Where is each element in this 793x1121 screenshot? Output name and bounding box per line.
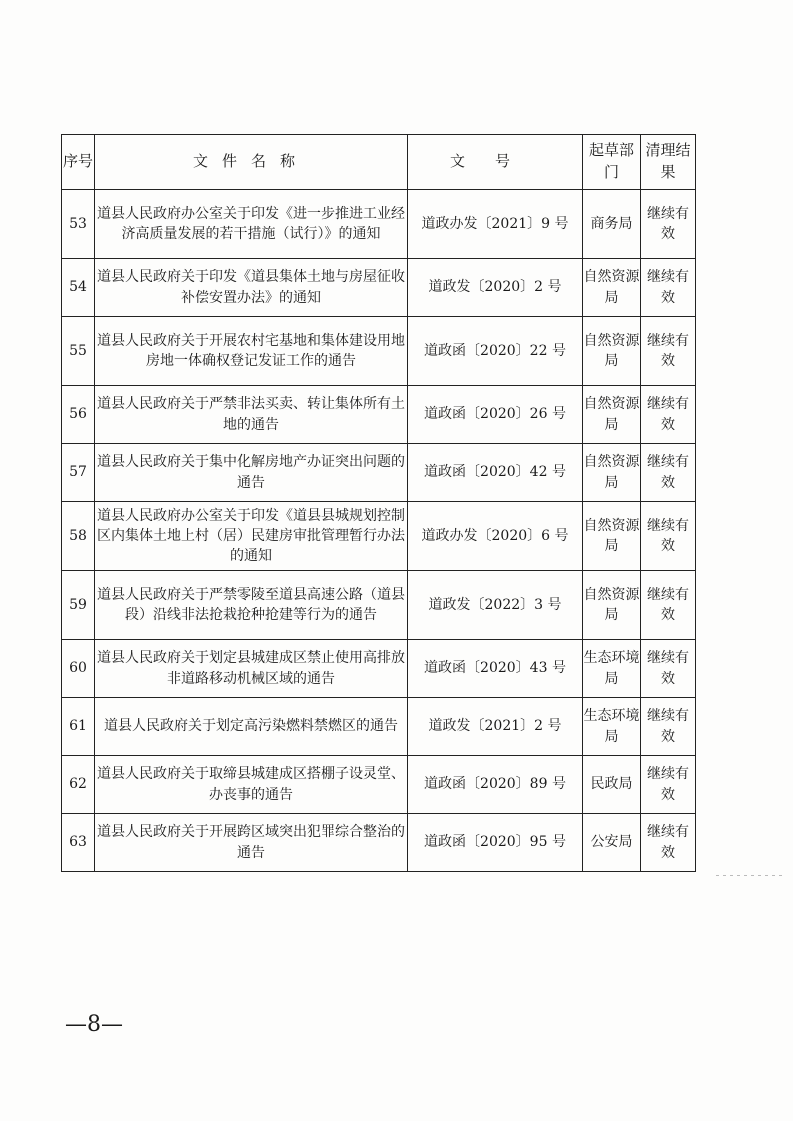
row-name: 道县人民政府关于划定县城建成区禁止使用高排放非道路移动机械区域的通告 bbox=[95, 640, 408, 698]
header-result: 清理结果 bbox=[641, 135, 696, 190]
table-header-row bbox=[62, 135, 696, 190]
row-name: 道县人民政府关于严禁零陵至道县高速公路（道县段）沿线非法抢栽抢种抢建等行为的通告 bbox=[95, 571, 408, 640]
table-row bbox=[62, 502, 696, 571]
row-number: 道政函〔2020〕89 号 bbox=[408, 756, 583, 814]
row-seq: 60 bbox=[62, 640, 95, 698]
row-dept: 公安局 bbox=[583, 814, 641, 872]
row-result: 继续有效 bbox=[641, 571, 696, 640]
header-seq: 序号 bbox=[62, 135, 95, 190]
row-dept: 民政局 bbox=[583, 756, 641, 814]
row-seq: 58 bbox=[62, 502, 95, 571]
row-dept: 自然资源局 bbox=[583, 386, 641, 444]
table-row bbox=[62, 386, 696, 444]
table-row bbox=[62, 444, 696, 502]
row-result: 继续有效 bbox=[641, 814, 696, 872]
row-seq: 63 bbox=[62, 814, 95, 872]
row-result: 继续有效 bbox=[641, 444, 696, 502]
header-name: 文件名称 bbox=[95, 135, 408, 190]
row-seq: 59 bbox=[62, 571, 95, 640]
row-name: 道县人民政府关于开展农村宅基地和集体建设用地房地一体确权登记发证工作的通告 bbox=[95, 317, 408, 386]
row-number: 道政发〔2022〕3 号 bbox=[408, 571, 583, 640]
row-seq: 54 bbox=[62, 259, 95, 317]
row-name: 道县人民政府办公室关于印发《道县县城规划控制区内集体土地上村（居）民建房审批管理暂行办法的通知 bbox=[95, 502, 408, 571]
row-number: 道政函〔2020〕26 号 bbox=[408, 386, 583, 444]
table-row bbox=[62, 190, 696, 259]
page-number: —8— bbox=[65, 1012, 123, 1037]
row-seq: 53 bbox=[62, 190, 95, 259]
row-dept: 生态环境局 bbox=[583, 698, 641, 756]
row-dept: 自然资源局 bbox=[583, 571, 641, 640]
row-result: 继续有效 bbox=[641, 640, 696, 698]
row-dept: 自然资源局 bbox=[583, 502, 641, 571]
row-name: 道县人民政府关于印发《道县集体土地与房屋征收补偿安置办法》的通知 bbox=[95, 259, 408, 317]
row-seq: 57 bbox=[62, 444, 95, 502]
table-row bbox=[62, 814, 696, 872]
row-number: 道政函〔2020〕95 号 bbox=[408, 814, 583, 872]
document-table bbox=[61, 134, 696, 872]
row-result: 继续有效 bbox=[641, 317, 696, 386]
row-name: 道县人民政府关于划定高污染燃料禁燃区的通告 bbox=[95, 698, 408, 756]
row-dept: 生态环境局 bbox=[583, 640, 641, 698]
row-result: 继续有效 bbox=[641, 259, 696, 317]
row-seq: 61 bbox=[62, 698, 95, 756]
row-result: 继续有效 bbox=[641, 502, 696, 571]
row-name: 道县人民政府关于取缔县城建成区搭棚子设灵堂、办丧事的通告 bbox=[95, 756, 408, 814]
row-dept: 自然资源局 bbox=[583, 259, 641, 317]
header-number: 文号 bbox=[408, 135, 583, 190]
row-dept: 商务局 bbox=[583, 190, 641, 259]
row-number: 道政函〔2020〕43 号 bbox=[408, 640, 583, 698]
row-name: 道县人民政府关于集中化解房地产办证突出问题的通告 bbox=[95, 444, 408, 502]
table-row bbox=[62, 756, 696, 814]
row-number: 道政办发〔2020〕6 号 bbox=[408, 502, 583, 571]
row-seq: 62 bbox=[62, 756, 95, 814]
table-row bbox=[62, 640, 696, 698]
row-result: 继续有效 bbox=[641, 756, 696, 814]
row-name: 道县人民政府关于严禁非法买卖、转让集体所有土地的通告 bbox=[95, 386, 408, 444]
row-number: 道政发〔2020〕2 号 bbox=[408, 259, 583, 317]
table-row bbox=[62, 317, 696, 386]
row-number: 道政函〔2020〕22 号 bbox=[408, 317, 583, 386]
header-dept: 起草部门 bbox=[583, 135, 641, 190]
row-result: 继续有效 bbox=[641, 386, 696, 444]
row-result: 继续有效 bbox=[641, 698, 696, 756]
row-dept: 自然资源局 bbox=[583, 444, 641, 502]
table-row bbox=[62, 571, 696, 640]
row-number: 道政办发〔2021〕9 号 bbox=[408, 190, 583, 259]
row-number: 道政发〔2021〕2 号 bbox=[408, 698, 583, 756]
table-row bbox=[62, 259, 696, 317]
row-result: 继续有效 bbox=[641, 190, 696, 259]
row-name: 道县人民政府办公室关于印发《进一步推进工业经济高质量发展的若干措施（试行）》的通知 bbox=[95, 190, 408, 259]
row-dept: 自然资源局 bbox=[583, 317, 641, 386]
table-row bbox=[62, 698, 696, 756]
row-seq: 56 bbox=[62, 386, 95, 444]
row-number: 道政函〔2020〕42 号 bbox=[408, 444, 583, 502]
row-seq: 55 bbox=[62, 317, 95, 386]
scan-artifact-line bbox=[716, 875, 782, 876]
row-name: 道县人民政府关于开展跨区域突出犯罪综合整治的通告 bbox=[95, 814, 408, 872]
